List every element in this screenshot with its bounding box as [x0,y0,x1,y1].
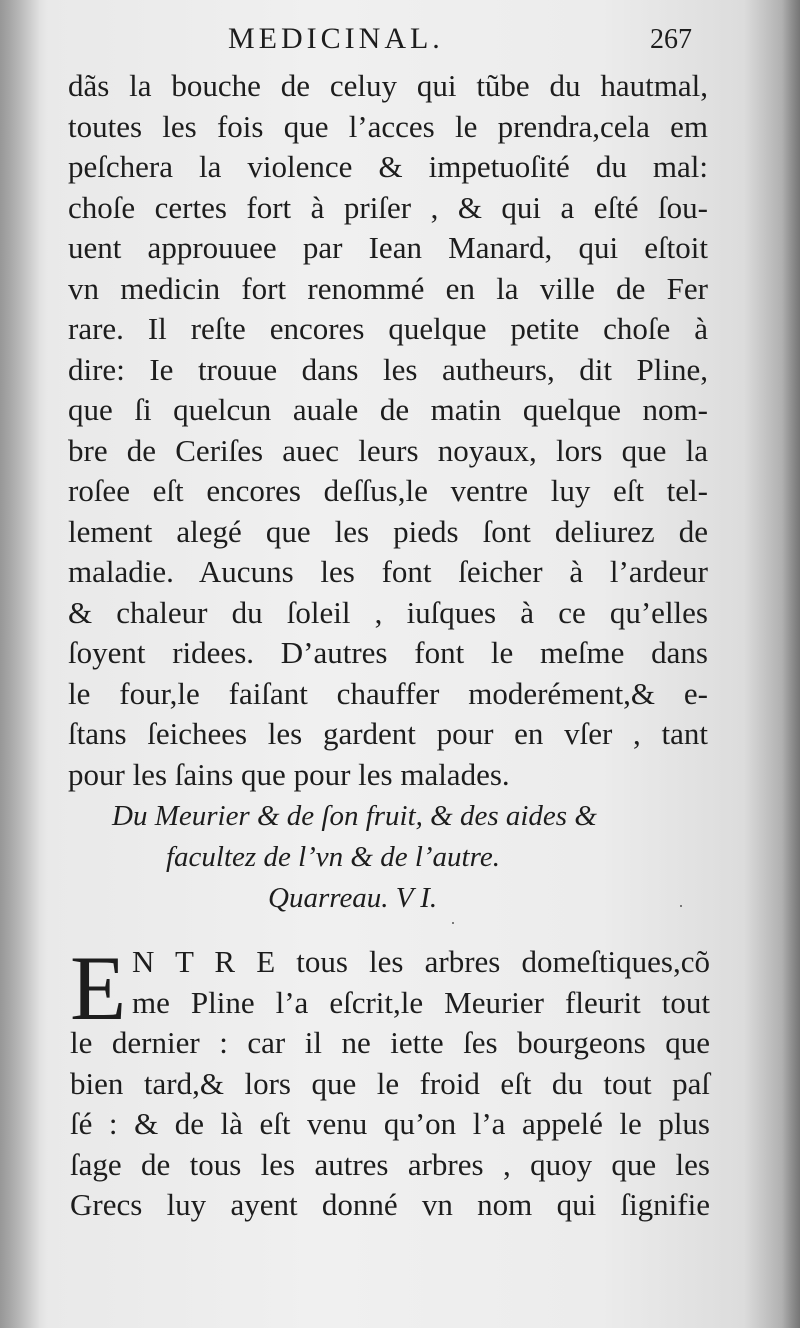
text-line: ſé : & de là eſt venu qu’on l’a appelé le plus [70,1106,710,1141]
text-line: maladie. Aucuns les font ſeicher à l’ardeur [68,554,708,589]
text-line: ſtans ſeichees les gardent pour en vſer , tant [68,716,708,751]
text-line: & chaleur du ſoleil , iuſques à ce qu’elles [68,594,708,630]
text-line: bre de Ceriſes auec leurs noyaux, lors que la [68,432,708,468]
text-line: ſoyent ridees. D’autres font le meſme dans [68,635,708,670]
edge-shadow [782,0,800,1328]
text-line: choſe certes fort à priſer , & qui a eſté ſou- [68,189,708,225]
text-line: uent approuuee par Iean Manard, qui eſtoit [68,230,708,265]
text-line: me Pline l’a eſcrit,le Meurier fleurit tout [132,984,710,1020]
text-line: dire: Ie trouue dans les autheurs, dit Pline, [68,351,708,387]
page-header [0,18,800,58]
text-line: vn medicin fort renommé en la ville de Fer [68,270,708,306]
heading-line: Quarreau. V I. [268,882,438,914]
page-number: 267 [650,24,692,55]
text-line: dãs la bouche de celuy qui tũbe du hautmal, [68,68,708,103]
running-head: MEDICINAL. [228,22,444,55]
text-line: ſage de tous les autres arbres , quoy que les [70,1146,710,1182]
gutter-shadow [0,0,40,1328]
text-line: roſee eſt encores deſſus,le ventre luy eſt tel- [68,473,708,508]
ink-speck [452,922,454,924]
text-line: rare. Il reſte encores quelque petite choſe à [68,311,708,346]
text-line: le four,le faiſant chauffer moderément,& e- [68,675,708,711]
drop-cap: E [70,937,127,1039]
text-line: N T R E tous les arbres domeſtiques,cõ [132,944,710,979]
section-heading [0,796,800,919]
text-line: bien tard,& lors que le froid eſt du tout paſ [70,1065,710,1101]
heading-line: facultez de l’vn & de l’autre. [166,841,500,873]
heading-line: Du Meurier & de ſon fruit, & des aides & [112,800,597,832]
text-line: lement alegé que les pieds ſont deliurez de [68,513,708,549]
text-line: que ſi quelcun auale de matin quelque nom- [68,392,708,427]
text-line: le dernier : car il ne iette ſes bourgeons que [70,1025,710,1060]
text-line: pour les ſains que pour les malades. [68,756,510,792]
body-paragraph [68,66,708,795]
text-line: Grecs luy ayent donné vn nom qui ſignifie [70,1187,710,1222]
ink-speck [680,905,682,907]
text-line: peſchera la violence & impetuoſité du mal: [68,149,708,184]
section-paragraph [70,937,710,1226]
text-line: toutes les fois que l’acces le prendra,cela em [68,108,708,144]
